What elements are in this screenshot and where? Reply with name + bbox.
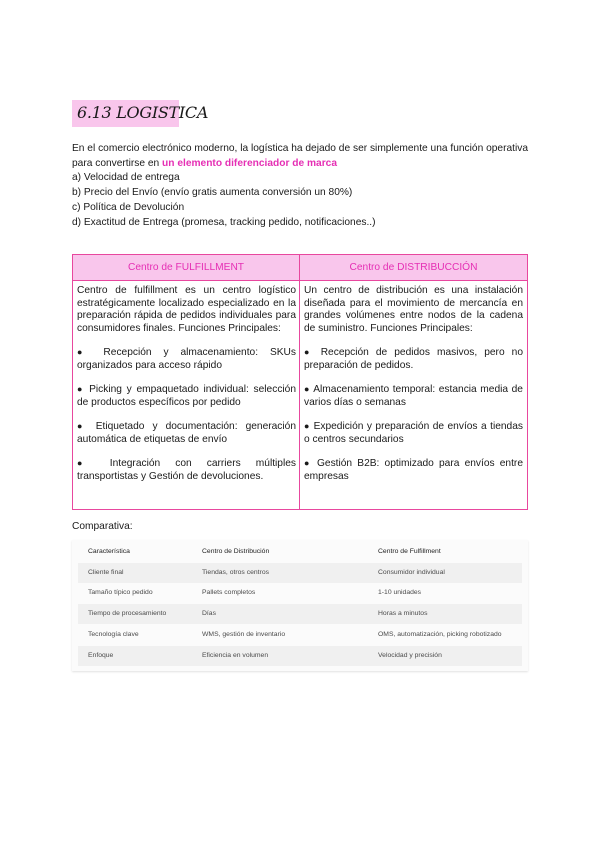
list-item: b) Precio del Envío (envío gratis aumenta conversión un 80%) — [72, 187, 353, 198]
comparison-label: Comparativa: — [72, 521, 133, 532]
list-item — [77, 346, 296, 372]
table-cell: WMS, gestión de inventario — [202, 631, 286, 638]
list-item: c) Política de Devolución — [72, 202, 185, 213]
intro-highlight: un elemento diferenciador de marca — [162, 158, 337, 169]
list-item — [304, 457, 523, 483]
fulfillment-body — [77, 285, 296, 494]
distribution-header: Centro de DISTRIBUCCIÓN — [300, 255, 527, 281]
table-cell: Pallets completos — [202, 589, 256, 596]
comparison-columns — [72, 254, 528, 510]
table-row — [78, 604, 522, 624]
header-cell: Característica — [88, 548, 130, 555]
table-cell: Consumidor individual — [378, 569, 445, 576]
list-item — [304, 420, 523, 446]
table-cell: Tiendas, otros centros — [202, 569, 269, 576]
table-cell: Enfoque — [88, 652, 114, 659]
table-cell: 1-10 unidades — [378, 589, 422, 596]
bullet-icon: ● — [77, 384, 85, 394]
bullet-icon: ● — [304, 421, 311, 431]
intro-paragraph — [72, 141, 528, 171]
comparison-table — [72, 540, 528, 671]
table-header-row — [78, 542, 522, 562]
list-item: d) Exactitud de Entrega (promesa, tracking pedido, notificaciones..) — [72, 217, 376, 228]
bullet-icon: ● — [77, 347, 92, 357]
table-row — [78, 583, 522, 603]
table-cell: OMS, automatización, picking robotizado — [378, 631, 502, 638]
table-row — [78, 563, 522, 583]
bullet-text: Etiquetado y documentación: generación automática de etiquetas de envío — [77, 421, 296, 445]
page-title: 6.13 LOGISTICA — [77, 103, 209, 122]
header-cell: Centro de Distribución — [202, 548, 270, 555]
list-item: a) Velocidad de entrega — [72, 172, 180, 183]
bullet-icon: ● — [77, 421, 88, 431]
table-cell: Tamaño típico pedido — [88, 589, 153, 596]
table-cell: Eficiencia en volumen — [202, 652, 269, 659]
bullet-icon: ● — [304, 384, 311, 394]
bullet-text: Recepción de pedidos masivos, pero no preparación de pedidos. — [304, 347, 523, 371]
bullet-text: Picking y empaquetado individual: selección de productos específicos por pedido — [77, 384, 297, 408]
distribution-intro: Un centro de distribución es una instalación diseñada para el movimiento de mercancía en grandes volúmenes entre nodos de la cadena de suministro. Funciones Principales: — [304, 285, 523, 334]
bullet-text: Expedición y preparación de envíos a tiendas o centros secundarios — [304, 421, 523, 445]
table-row — [78, 646, 522, 666]
fulfillment-intro: Centro de fulfillment es un centro logístico estratégicamente localizado especializado en la preparación rápida de pedidos individuales para consumidores finales. Funciones Principales: — [77, 285, 296, 334]
table-cell: Tiempo de procesamiento — [88, 610, 167, 617]
bullet-icon: ● — [304, 347, 314, 357]
bullet-icon: ● — [77, 458, 95, 468]
list-item — [77, 383, 296, 409]
table-cell: Cliente final — [88, 569, 124, 576]
bullet-text: Almacenamiento temporal: estancia media de varios días o semanas — [304, 384, 523, 408]
list-item — [77, 457, 296, 483]
bullet-text: Gestión B2B: optimizado para envíos entre empresas — [304, 458, 523, 482]
list-item — [77, 420, 296, 446]
list-item — [304, 346, 523, 372]
bullet-icon: ● — [304, 458, 312, 468]
bullet-text: Recepción y almacenamiento: SKUs organizados para acceso rápido — [77, 347, 296, 371]
table-row — [78, 625, 522, 645]
table-cell: Días — [202, 610, 216, 617]
intro-text: En el comercio electrónico moderno, la logística ha dejado de ser simplemente una función operativa para convertirse en — [72, 143, 528, 169]
table-cell: Tecnología clave — [88, 631, 139, 638]
column-divider — [299, 255, 300, 509]
bullet-text: Integración con carriers múltiples transportistas y Gestión de devoluciones. — [77, 458, 296, 482]
factors-list — [72, 170, 528, 230]
list-item — [304, 383, 523, 409]
table-cell: Horas a minutos — [378, 610, 428, 617]
table-cell: Velocidad y precisión — [378, 652, 442, 659]
distribution-body — [304, 285, 523, 494]
header-cell: Centro de Fulfillment — [378, 548, 441, 555]
fulfillment-header: Centro de FULFILLMENT — [73, 255, 300, 281]
